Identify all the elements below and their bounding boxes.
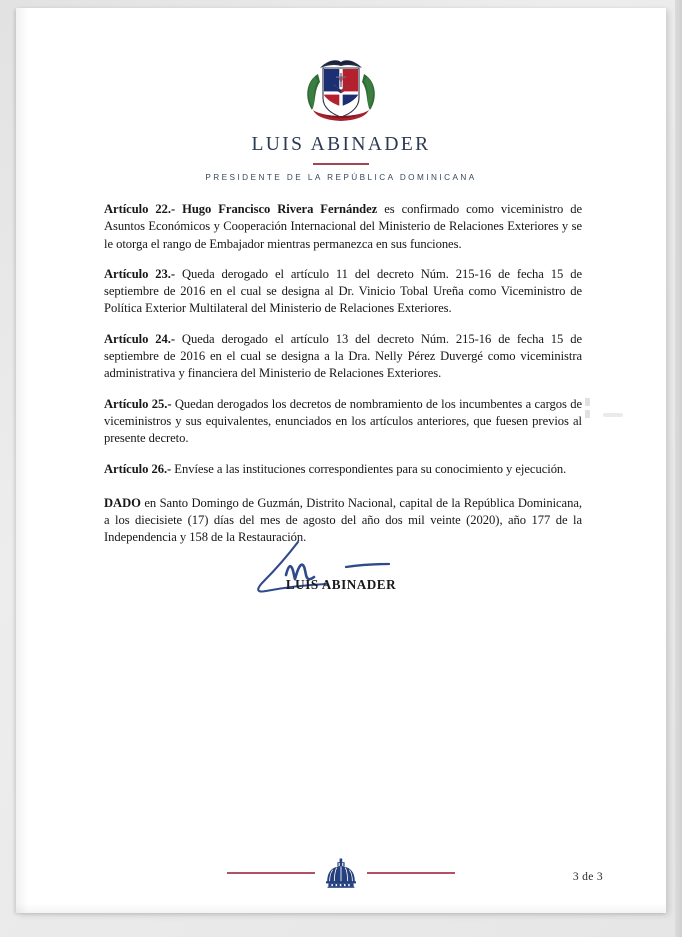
footer-emblem-row <box>16 858 666 888</box>
paragraph-articulo-25 <box>104 396 582 448</box>
document-body <box>104 201 582 560</box>
paragraph-articulo-23 <box>104 266 582 318</box>
document-page <box>16 8 666 913</box>
letterhead <box>16 8 666 182</box>
article-label-23: Artículo 23.- <box>104 266 176 281</box>
closing-label: DADO <box>104 495 141 510</box>
header-divider-rule <box>313 163 369 165</box>
article-label-25: Artículo 25.- <box>104 396 172 411</box>
paragraph-articulo-26 <box>104 461 582 478</box>
article-label-24: Artículo 24.- <box>104 331 176 346</box>
article-text-23: Queda derogado el artículo 11 del decreto Núm. 215-16 de fecha 15 de septiembre de 2016 en el cual se designa al Dr. Vinicio Tobal Ureña como Viceministro de Política Exterior Multilateral del Ministerio de Relaciones Exteriores. <box>104 266 582 316</box>
document-footer <box>16 850 666 910</box>
paragraph-articulo-24 <box>104 331 582 383</box>
article-text-25: Quedan derogados los decretos de nombramiento de los incumbentes a cargos de viceministros y sus equivalentes, enunciados en los artículos anteriores, que fuesen previos al presente decreto. <box>104 396 582 446</box>
president-subtitle: PRESIDENTE DE LA REPÚBLICA DOMINICANA <box>205 173 477 183</box>
handwritten-signature-icon <box>226 539 456 601</box>
article-label-22: Artículo 22.- <box>104 202 176 216</box>
dominican-republic-coat-of-arms-icon <box>298 54 384 126</box>
article-text-26: Envíese a las instituciones correspondientes para su conocimiento y ejecución. <box>171 461 567 476</box>
article-subject-22: Hugo Francisco Rivera Fernández <box>175 202 378 216</box>
signature-block <box>16 539 666 601</box>
closing-text: en Santo Domingo de Guzmán, Distrito Nacional, capital de la República Dominicana, a los diecisiete (17) días del mes de agosto del año dos mil veinte (2020), año 177 de la Independencia y 158 de la Restauración. <box>104 495 582 545</box>
president-name: LUIS ABINADER <box>251 134 431 155</box>
page-number: 3 de 3 <box>572 870 603 883</box>
footer-rule-left <box>227 872 315 874</box>
footer-rule-right <box>367 872 455 874</box>
article-text-24: Queda derogado el artículo 13 del decreto Núm. 215-16 de fecha 15 de septiembre de 2016 en el cual se designa a la Dra. Nelly Pérez Duvergé como viceministra administrativa y financiera del Ministerio de Relaciones Exteriores. <box>104 331 582 381</box>
article-text-22: es confirmado como viceministro de Asuntos Económicos y Cooperación Internacional del Ministerio de Relaciones Exteriores y se le otorga el rango de Embajador mientras permanezca en sus funciones. <box>104 202 583 251</box>
paragraph-articulo-22 <box>104 201 582 253</box>
dome-emblem-icon <box>324 858 358 888</box>
signature-printed-name: LUIS ABINADER <box>285 577 397 592</box>
article-label-26: Artículo 26.- <box>104 461 172 476</box>
scan-smudge-artifact <box>581 396 623 436</box>
